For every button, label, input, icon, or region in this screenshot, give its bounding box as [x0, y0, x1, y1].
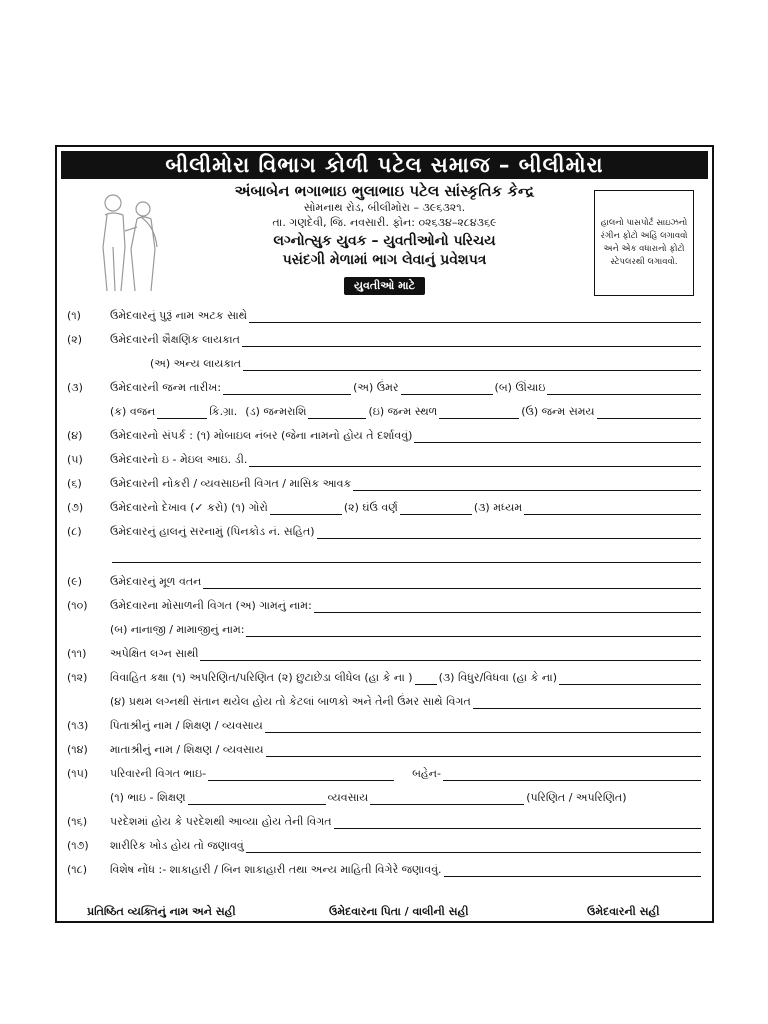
address-line-1: સોમનાથ રોડ, બીલીમોરા – ૩૯૬૩૨૧.	[303, 201, 466, 214]
field-label: પિતાશ્રીનું નામ / શિક્ષણ / વ્યવસાય	[110, 719, 263, 732]
weight-line[interactable]	[157, 407, 207, 419]
expected-partner-line[interactable]	[200, 649, 701, 661]
signature-parent: ઉમેદવારના પિતા / વાલીની સહી	[329, 905, 469, 918]
widowed-line[interactable]	[559, 673, 701, 685]
field-label: પરદેશમાં હોય કે પરદેશથી આવ્યા હોય તેની વિગત	[110, 815, 332, 828]
field-row-1	[67, 307, 703, 323]
field-label: (૪) પ્રથમ લગ્નથી સંતાન થયેલ હોય તો કેટલાં બાળકો અને તેની ઉંમર સાથે વિગત	[110, 695, 471, 708]
field-row-12	[67, 669, 703, 685]
field-number: (૧૪)	[67, 743, 88, 756]
height-line[interactable]	[547, 383, 701, 395]
field-row-16	[67, 813, 703, 829]
form-title: પસંદગી મેળામાં ભાગ લેવાનું પ્રવેશપત્ર	[282, 252, 487, 268]
field-label: બહેન-	[412, 767, 441, 780]
complexion-fair-line[interactable]	[270, 503, 342, 515]
photo-box	[594, 190, 694, 296]
field-label: શારીરિક ખોડ હોય તો જણાવવું	[110, 839, 244, 852]
field-row-11	[67, 645, 703, 661]
address-line-2[interactable]	[112, 551, 701, 563]
field-row-18	[67, 861, 703, 877]
field-label: ઉમેદવારનો ઇ - મેઇલ આઇ. ડી.	[110, 453, 248, 466]
abroad-details-line[interactable]	[334, 817, 701, 829]
birth-time-line[interactable]	[597, 407, 701, 419]
birth-date-line[interactable]	[223, 383, 351, 395]
mobile-line[interactable]	[414, 431, 701, 443]
address-line[interactable]	[317, 527, 701, 539]
field-label: (બ) ઊંચાઇ	[494, 381, 546, 394]
field-number: (૧૮)	[67, 863, 88, 876]
field-label: (અ) અન્ય લાયકાત	[150, 357, 242, 370]
field-number: (૧૦)	[67, 599, 88, 612]
field-number: (૫)	[67, 453, 83, 466]
field-label: ઉમેદવારના મોસાળની વિગત (અ) ગામનું નામ:	[110, 599, 312, 612]
field-label: વિવાહિત કક્ષા (૧) અપરિણિત/પરિણિત (૨) છુટાછેડા લીધેલ (હા કે ના )	[110, 671, 413, 684]
address-line-2: તા. ગણદેવી, જિ. નવસારી. ફોન: ૦૨૬૩૪–૨૮૪૩૬૯	[272, 216, 497, 229]
full-name-line[interactable]	[249, 311, 701, 323]
field-label: વ્યવસાય	[327, 791, 369, 804]
brother-education-line[interactable]	[188, 793, 326, 805]
field-row-10	[67, 597, 703, 613]
other-qualification-line[interactable]	[243, 359, 701, 371]
field-label: (અ) ઉંમર	[353, 381, 399, 394]
field-label: (ડ) જન્મરાશિ	[245, 405, 307, 418]
field-label: ઉમેદવારનું પુરૂં નામ અટક સાથે	[110, 309, 248, 322]
form-title-bar: બીલીમોરા વિભાગ કોળી પટેલ સમાજ – બીલીમોરા	[61, 151, 708, 179]
field-number: (૮)	[67, 525, 82, 538]
sisters-line[interactable]	[443, 769, 701, 781]
birth-place-line[interactable]	[439, 407, 519, 419]
field-row-9	[67, 573, 703, 589]
native-place-line[interactable]	[203, 577, 701, 589]
complexion-medium-line[interactable]	[524, 503, 701, 515]
audience-badge: યુવતીઓ માટે	[344, 277, 425, 295]
physical-defect-line[interactable]	[246, 841, 701, 853]
field-label: (ઉ) જન્મ સમય	[521, 405, 595, 418]
field-number: (૩)	[67, 381, 83, 394]
field-row-8	[67, 523, 703, 539]
field-label: (૧) ભાઇ - શિક્ષણ	[110, 791, 186, 804]
field-label: (બ) નાનાજી / મામાજીનું નામ:	[110, 623, 245, 636]
form-frame	[55, 145, 714, 923]
field-number: (૧)	[67, 309, 81, 322]
field-number: (૧૬)	[67, 815, 88, 828]
field-row-15b	[67, 789, 703, 805]
signature-candidate: ઉમેદવારની સહી	[587, 905, 660, 918]
field-row-2a	[67, 355, 703, 371]
field-label: ઉમેદવારની નોકરી / વ્યવસાઇની વિગત / માસિક આવક	[110, 477, 352, 490]
field-label: ઉમેદવારની શૈક્ષણિક લાયકાત	[110, 333, 240, 346]
field-number: (૧૩)	[67, 719, 89, 732]
field-number: (૬)	[67, 477, 82, 490]
field-row-7	[67, 499, 703, 515]
maternal-uncle-line[interactable]	[246, 625, 701, 637]
event-title: લગ્નોત્સુક યુવક – યુવતીઓનો પરિચય	[273, 233, 496, 249]
field-label: ઉમેદવારનો સંપર્ક : (૧) મોબાઇલ નંબર (જેના નામનો હોય તે દર્શાવવું)	[110, 429, 413, 442]
field-label: કિ.ગ્રા.	[209, 405, 238, 418]
field-label: ઉમેદવારનું હાલનું સરનામું (પિનકોડ નં. સહિત)	[110, 525, 315, 538]
field-number: (૧૨)	[67, 671, 88, 684]
field-row-17	[67, 837, 703, 853]
father-details-line[interactable]	[265, 721, 701, 733]
field-label: પરિવારની વિગત ભાઇ-	[110, 767, 207, 780]
field-number: (૨)	[67, 333, 83, 346]
field-row-10b	[67, 621, 703, 637]
field-row-3b	[67, 403, 703, 419]
field-number: (૧૧)	[67, 647, 87, 660]
maternal-village-line[interactable]	[314, 601, 701, 613]
zodiac-line[interactable]	[308, 407, 366, 419]
field-row-6	[67, 475, 703, 491]
field-row-2	[67, 331, 703, 347]
field-row-3	[67, 379, 703, 395]
field-label: (ઇ) જન્મ સ્થળ	[368, 405, 438, 418]
field-number: (૯)	[67, 575, 83, 588]
field-row-8b	[67, 547, 703, 563]
special-note-line[interactable]	[444, 865, 701, 877]
field-label: ઉમેદવારનું મૂળ વતન	[110, 575, 202, 588]
field-row-5	[67, 451, 703, 467]
signature-dignitary: પ્રતિષ્ઠિત વ્યક્તિનું નામ અને સહી	[87, 905, 236, 918]
field-label: (૨) ઘંઉ વર્ણ	[343, 501, 398, 514]
field-label: માતાશ્રીનું નામ / શિક્ષણ / વ્યવસાય	[110, 743, 264, 756]
age-line[interactable]	[401, 383, 493, 395]
field-row-12b	[67, 693, 703, 709]
field-number: (૪)	[67, 429, 83, 442]
field-row-15	[67, 765, 703, 781]
field-label: ઉમેદવારનો દેખાવ (✓ કરો) (૧) ગોરો	[110, 501, 268, 514]
mother-details-line[interactable]	[266, 745, 701, 757]
field-row-14	[67, 741, 703, 757]
brothers-line[interactable]	[208, 769, 394, 781]
education-line[interactable]	[242, 335, 701, 347]
field-label: (પરિણિત / અપરિણિત)	[526, 791, 627, 804]
field-number: (૧૫)	[67, 767, 89, 780]
field-label: (ક) વજન	[110, 405, 156, 418]
field-label: (૩) વિધુર/વિધવા (હા કે ના)	[438, 671, 558, 684]
org-name: અંબાબેન ભગાભાઇ ભુલાભાઇ પટેલ સાંસ્કૃતિક કેન્દ્ર	[234, 182, 535, 200]
occupation-line[interactable]	[353, 479, 701, 491]
field-label: વિશેષ નોંધ :- શાકાહારી / બિન શાકાહારી તથા અન્ય માહિતી વિગેરે જણાવવું.	[110, 863, 442, 876]
field-label: ઉમેદવારની જન્મ તારીખ:	[110, 381, 222, 394]
field-label: (૩) મધ્યમ	[473, 501, 523, 514]
field-label: અપેક્ષિત લગ્ન સાથી	[110, 647, 199, 660]
children-line[interactable]	[473, 697, 701, 709]
field-number: (૧૭)	[67, 839, 89, 852]
photo-instructions: હાલનો પાસપોર્ટ સાઇઝનો રંગીન ફોટો અહિં લગાવવો અને એક વધારાનો ફોટો સ્ટેપલરથી લગાવવો.	[600, 218, 688, 267]
field-row-13	[67, 717, 703, 733]
brother-occupation-line[interactable]	[370, 793, 524, 805]
field-number: (૭)	[67, 501, 84, 514]
field-row-4	[67, 427, 703, 443]
email-line[interactable]	[249, 455, 701, 467]
complexion-wheat-line[interactable]	[400, 503, 472, 515]
divorced-line[interactable]	[415, 673, 437, 685]
